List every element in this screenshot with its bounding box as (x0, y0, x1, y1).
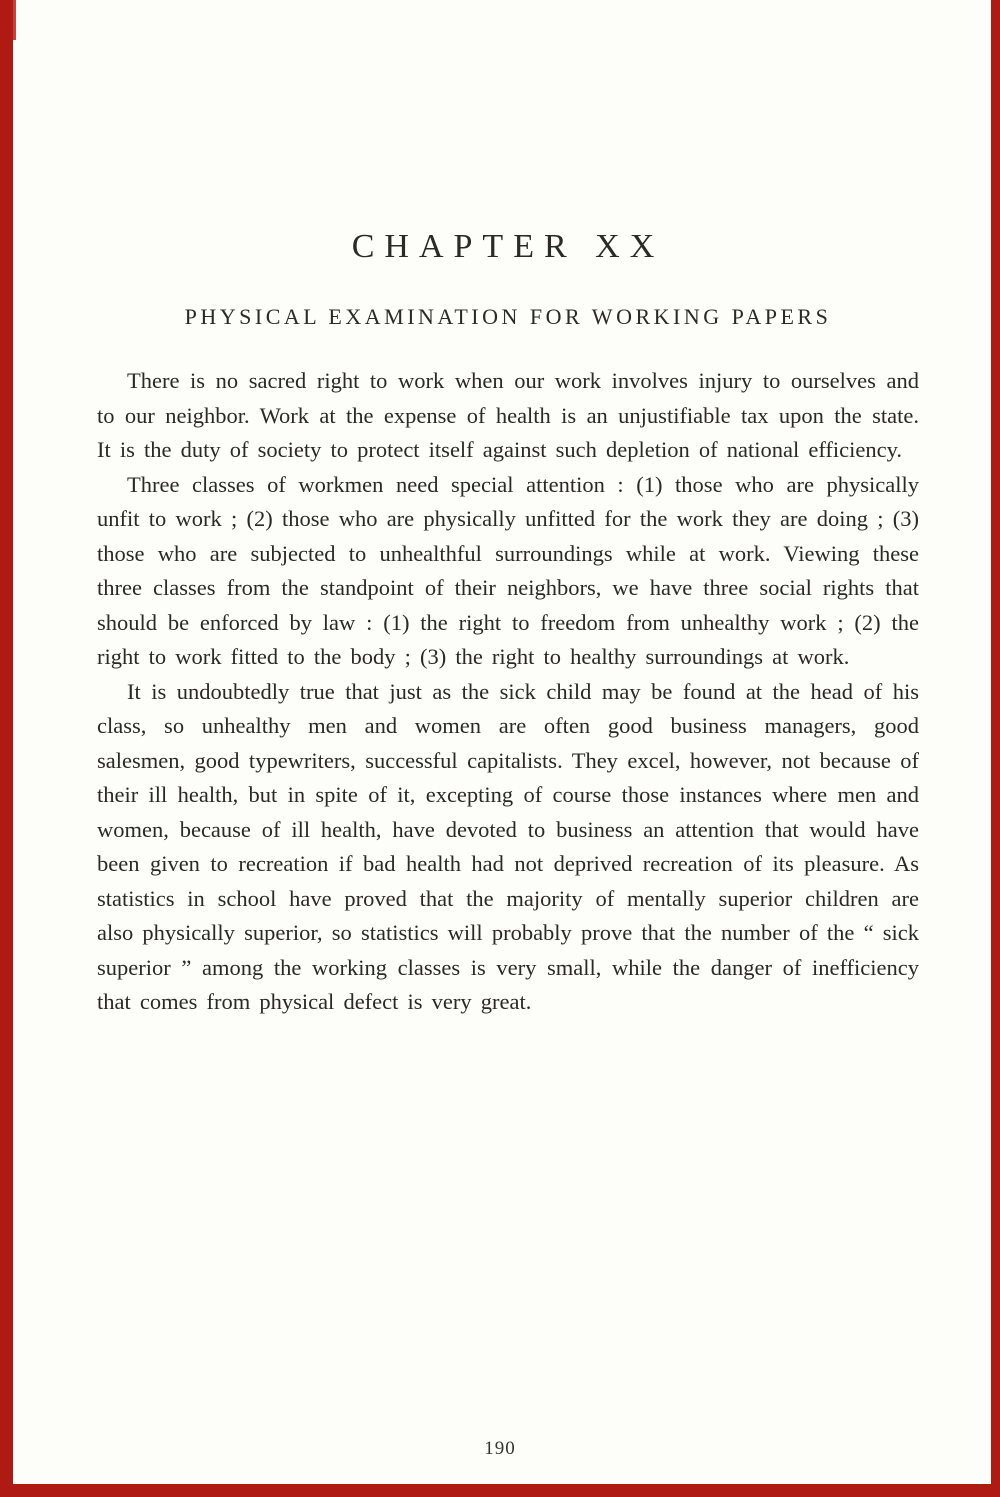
chapter-title: CHAPTER XX (351, 228, 665, 265)
page-content (97, 228, 919, 1020)
scan-edge-bottom (0, 1484, 1000, 1497)
body-text (97, 364, 919, 1020)
paragraph-1: There is no sacred right to work when our work involves injury to ourselves and to our neighbor. Work at the expense of health is an unjustifiable tax upon the state. It is the duty of society to protect itself against such depletion of national efficiency. (97, 368, 919, 462)
scan-edge-right (991, 0, 1000, 1497)
scan-edge-left (0, 0, 13, 1497)
section-title: PHYSICAL EXAMINATION FOR WORKING PAPERS (184, 304, 832, 329)
page-number: 190 (484, 1438, 516, 1459)
paragraph-3: It is undoubtedly true that just as the sick child may be found at the head of his class, so unhealthy men and women are often good business managers, good salesmen, good typewriters, successful capitalists. They excel, however, not because of their ill health, but in spite of it, excepting of course those instances where men and women, because of ill health, have devoted to business an attention that would have been given to recreation if bad health had not deprived recreation of its pleasure. As statistics in school have proved that the majority of mentally superior children are also physically superior, so statistics will probably prove that the number of the “ sick superior ” among the working classes is very small, while the danger of inefficiency that comes from physical defect is very great. (97, 678, 919, 1014)
paragraph-2: Three classes of workmen need special attention : (1) those who are physically unfit to work ; (2) those who are physically unfitted for the work they are doing ; (3) those who are subjected to unhealthful surroundings while at work. Viewing these three classes from the standpoint of their neighbors, we have three social rights that should be enforced by law : (1) the right to freedom from unhealthy work ; (2) the right to work fitted to the body ; (3) the right to healthy surroundings at work. (97, 471, 919, 669)
